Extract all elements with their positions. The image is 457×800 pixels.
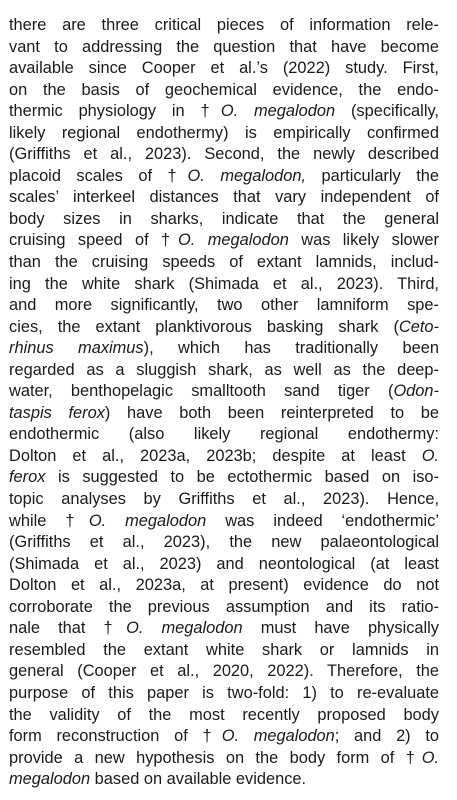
species-name-italic: taspis ferox bbox=[9, 403, 105, 422]
text-line: provide a new hypothesis on the body form of †O. bbox=[9, 748, 439, 767]
text-line: Dolton et al., 2023a, at present) evidence do not bbox=[9, 576, 439, 595]
text-line: (Griffiths et al., 2023), the new palaeontological bbox=[9, 533, 439, 552]
text-line: topic analyses by Griffiths et al., 2023). Hence, bbox=[9, 490, 439, 509]
text-line: thermic physiology in †O. megalodon (specifically, bbox=[9, 102, 439, 121]
species-name-italic: O. megalodon, bbox=[187, 166, 306, 185]
text-line: megalodon based on available evidence. bbox=[9, 770, 307, 789]
species-name-italic: O. megalodon bbox=[88, 511, 207, 530]
species-name-italic: O. megalodon bbox=[220, 102, 336, 121]
text-line: (Shimada et al., 2023) and neontological (at least bbox=[9, 554, 439, 573]
text-line: placoid scales of †O. megalodon, particularly the bbox=[9, 166, 439, 185]
text-line: (Griffiths et al., 2023). Second, the newly described bbox=[9, 145, 439, 164]
text-line: Dolton et al., 2023a, 2023b; despite at least O. bbox=[9, 446, 439, 465]
text-line: water, benthopelagic smalltooth sand tiger (Odon- bbox=[9, 382, 439, 401]
text-line: while †O. megalodon was indeed ‘endothermic’ bbox=[9, 511, 440, 530]
text-line: ferox is suggested to be ectothermic based on iso- bbox=[9, 468, 439, 487]
species-name-italic: Odon- bbox=[393, 382, 439, 401]
text-line: and more significantly, two other lamniform spe- bbox=[9, 296, 439, 315]
text-line: general (Cooper et al., 2020, 2022). Therefore, the bbox=[9, 662, 439, 681]
text-line: ing the white shark (Shimada et al., 2023). Third, bbox=[9, 274, 439, 293]
body-paragraph bbox=[9, 15, 439, 791]
species-name-italic: Ceto- bbox=[398, 317, 439, 336]
text-line: the validity of the most recently proposed body bbox=[9, 705, 439, 724]
species-name-italic: megalodon bbox=[9, 770, 91, 789]
text-line: cruising speed of †O. megalodon was likely slower bbox=[9, 231, 439, 250]
text-line: vant to addressing the question that have become bbox=[9, 37, 439, 56]
text-line: regarded as a sluggish shark, as well as the deep- bbox=[9, 360, 439, 379]
text-line: available since Cooper et al.’s (2022) study. First, bbox=[9, 59, 439, 78]
species-name-italic: O. bbox=[421, 748, 439, 767]
text-line: rhinus maximus), which has traditionally been bbox=[9, 339, 439, 358]
text-line: corroborate the previous assumption and its ratio- bbox=[9, 597, 439, 616]
text-line: taspis ferox) have both been reinterpreted to be bbox=[9, 403, 439, 422]
species-name-italic: rhinus maximus bbox=[9, 339, 144, 358]
species-name-italic: O. megalodon bbox=[221, 727, 335, 746]
text-line: resembled the extant white shark or lamnids in bbox=[9, 640, 439, 659]
text-line: nale that †O. megalodon must have physically bbox=[9, 619, 439, 638]
text-line: on the basis of geochemical evidence, the endo- bbox=[9, 80, 439, 99]
species-name-italic: O. bbox=[421, 446, 439, 465]
text-line: cies, the extant planktivorous basking shark (Ceto- bbox=[9, 317, 439, 336]
text-line: body sizes in sharks, indicate that the general bbox=[9, 209, 439, 228]
text-line: form reconstruction of †O. megalodon; and 2) to bbox=[9, 727, 439, 746]
species-name-italic: O. megalodon bbox=[126, 619, 243, 638]
text-line: purpose of this paper is two-fold: 1) to re-evaluate bbox=[9, 683, 439, 702]
text-line: than the cruising speeds of extant lamnids, includ- bbox=[9, 253, 439, 272]
text-line: there are three critical pieces of information rele- bbox=[9, 16, 439, 34]
text-line: scales’ interkeel distances that vary independent of bbox=[9, 188, 439, 207]
species-name-italic: O. megalodon bbox=[178, 231, 289, 250]
species-name-italic: ferox bbox=[9, 468, 46, 487]
text-line: likely regional endothermy) is empirically confirmed bbox=[9, 123, 439, 142]
text-line: endothermic (also likely regional endothermy: bbox=[9, 425, 439, 444]
